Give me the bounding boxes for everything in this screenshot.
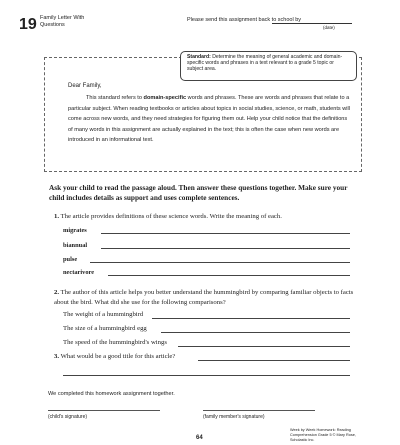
question-3-text: What would be a good title for this article? xyxy=(60,353,176,360)
question-1-number: 1. xyxy=(54,213,60,220)
lesson-title: Family Letter With Questions xyxy=(40,15,85,28)
standard-box xyxy=(180,51,357,81)
copyright-credit: Week by Week Homework: Reading Comprehension Grade 5 © Mary Rose, Scholastic Inc. xyxy=(290,428,356,442)
completed-statement: We completed this homework assignment together. xyxy=(48,391,175,397)
family-signature-label: (family member's signature) xyxy=(203,414,265,420)
page-number: 64 xyxy=(196,435,203,441)
date-line[interactable] xyxy=(272,23,352,24)
standard-label: Standard: xyxy=(187,54,211,60)
answer-line-wings[interactable] xyxy=(178,346,350,347)
lesson-number: 19 xyxy=(19,16,37,33)
question-1 xyxy=(54,213,282,220)
child-signature-line[interactable] xyxy=(48,410,160,411)
answer-line-title-2[interactable] xyxy=(63,375,350,376)
answer-line-pulse[interactable] xyxy=(90,262,350,263)
child-signature-label: (child's signature) xyxy=(48,414,88,420)
letter-bold-term: domain-specific xyxy=(143,95,187,101)
return-note: Please send this assignment back to school by xyxy=(187,17,302,23)
question-3-number: 3. xyxy=(54,353,60,360)
family-signature-line[interactable] xyxy=(203,410,315,411)
answer-line-egg[interactable] xyxy=(161,332,350,333)
term-nectarivore: nectarivore xyxy=(63,269,95,276)
standard-text: Determine the meaning of general academic and domain-specific words and phrases in a text relevant to a grade 5 topic or subject area. xyxy=(187,54,343,72)
term-migrates: migrates xyxy=(63,227,87,234)
comparison-wings: The speed of the hummingbird's wings xyxy=(63,339,167,346)
date-label: (date) xyxy=(323,25,335,30)
letter-body xyxy=(68,93,353,146)
question-2-text: The author of this article helps you better understand the hummingbird by comparing familiar objects to facts about the bird. What did she use for the following comparisons? xyxy=(54,289,354,306)
comparison-weight: The weight of a hummingbird xyxy=(63,311,144,318)
term-pulse: pulse xyxy=(63,256,78,263)
letter-greeting: Dear Family, xyxy=(68,83,102,89)
answer-line-nectarivore[interactable] xyxy=(108,275,350,276)
term-biannual: biannual xyxy=(63,242,88,249)
question-1-text: The article provides definitions of these science words. Write the meaning of each. xyxy=(60,213,282,220)
letter-text-rest: words and phrases. These are words and phrases that relate to a particular subject. When reading textbooks or articles about topics in social studies, science, or math, students will come across new words, and they need strategies for figuring them out. Help your child notice that the definitions of many words in this assignment are actually explained in the text; this is often the case when new words are introduced in an informational text. xyxy=(68,95,350,143)
answer-line-biannual[interactable] xyxy=(101,248,350,249)
letter-text-start: This standard refers to xyxy=(86,95,144,101)
comparison-egg: The size of a hummingbird egg xyxy=(63,325,147,332)
instructions: Ask your child to read the passage aloud. Then answer these questions together. Make sure your child includes details as support and uses complete sentences. xyxy=(49,183,348,202)
answer-line-title-1[interactable] xyxy=(198,360,350,361)
question-3 xyxy=(54,353,175,360)
question-2-number: 2. xyxy=(54,289,60,296)
answer-line-migrates[interactable] xyxy=(101,233,350,234)
question-2 xyxy=(54,288,354,308)
answer-line-weight[interactable] xyxy=(152,318,350,319)
